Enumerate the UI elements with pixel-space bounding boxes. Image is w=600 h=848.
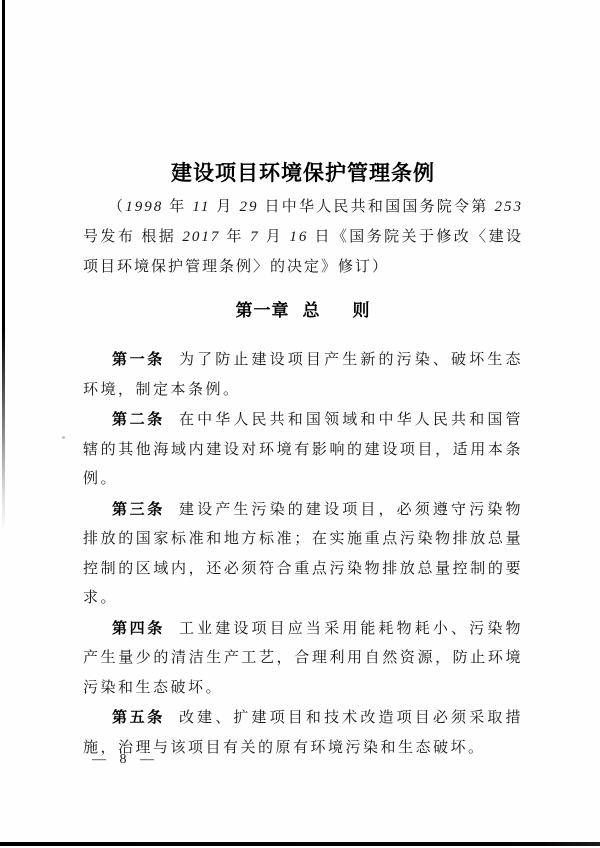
page-number: — 8 — (92, 752, 155, 767)
article-text: 为了防止建设项目产生新的污染、破坏生态环境，制定本条例。 (83, 352, 523, 398)
article-number-label: 第五条 (112, 709, 165, 726)
chapter-title-word: 总 (302, 301, 321, 320)
article-number-label: 第二条 (112, 411, 165, 428)
chapter-label: 第一章 (235, 301, 290, 320)
article-text: 建设产生污染的建设项目，必须遵守污染物排放的国家标准和地方标准；在实施重点污染物排放总量控制的区域内，还必须符合重点污染物排放总量控制的要求。 (83, 501, 523, 606)
chapter-heading (83, 299, 523, 323)
article-text: 工业建设项目应当采用能耗物耗小、污染物产生量少的清洁生产工艺，合理利用自然资源，防止环境污染和生态破坏。 (83, 620, 523, 696)
scan-artifact-left-edge (2, 0, 5, 530)
article-number-label: 第三条 (112, 500, 165, 518)
articles-list (83, 345, 523, 763)
article-number-label: 第四条 (112, 619, 165, 637)
article-paragraph (83, 345, 523, 405)
chapter-title-word: 则 (352, 301, 371, 320)
article-number-label: 第一条 (112, 351, 165, 368)
document-title: 建设项目环境保护管理条例 (171, 161, 435, 185)
scan-artifact-bottom-edge (0, 842, 600, 846)
article-paragraph (83, 495, 523, 614)
scan-artifact-speck (62, 436, 65, 439)
article-text: 改建、扩建项目和技术改造项目必须采取措施，治理与该项目有关的原有环境污染和生态破坏。 (83, 710, 523, 756)
article-text: 在中华人民共和国领域和中华人民共和国管辖的其他海域内建设对环境有影响的建设项目，适用本条例。 (83, 412, 523, 487)
document-preamble: （1998 年 11 月 29 日中华人民共和国国务院令第 253 号发布 根据 2017 年 7 月 16 日《国务院关于修改〈建设项目环境保护管理条例〉的决定》修订） (83, 199, 523, 275)
article-paragraph (83, 614, 523, 704)
article-paragraph (83, 405, 523, 495)
